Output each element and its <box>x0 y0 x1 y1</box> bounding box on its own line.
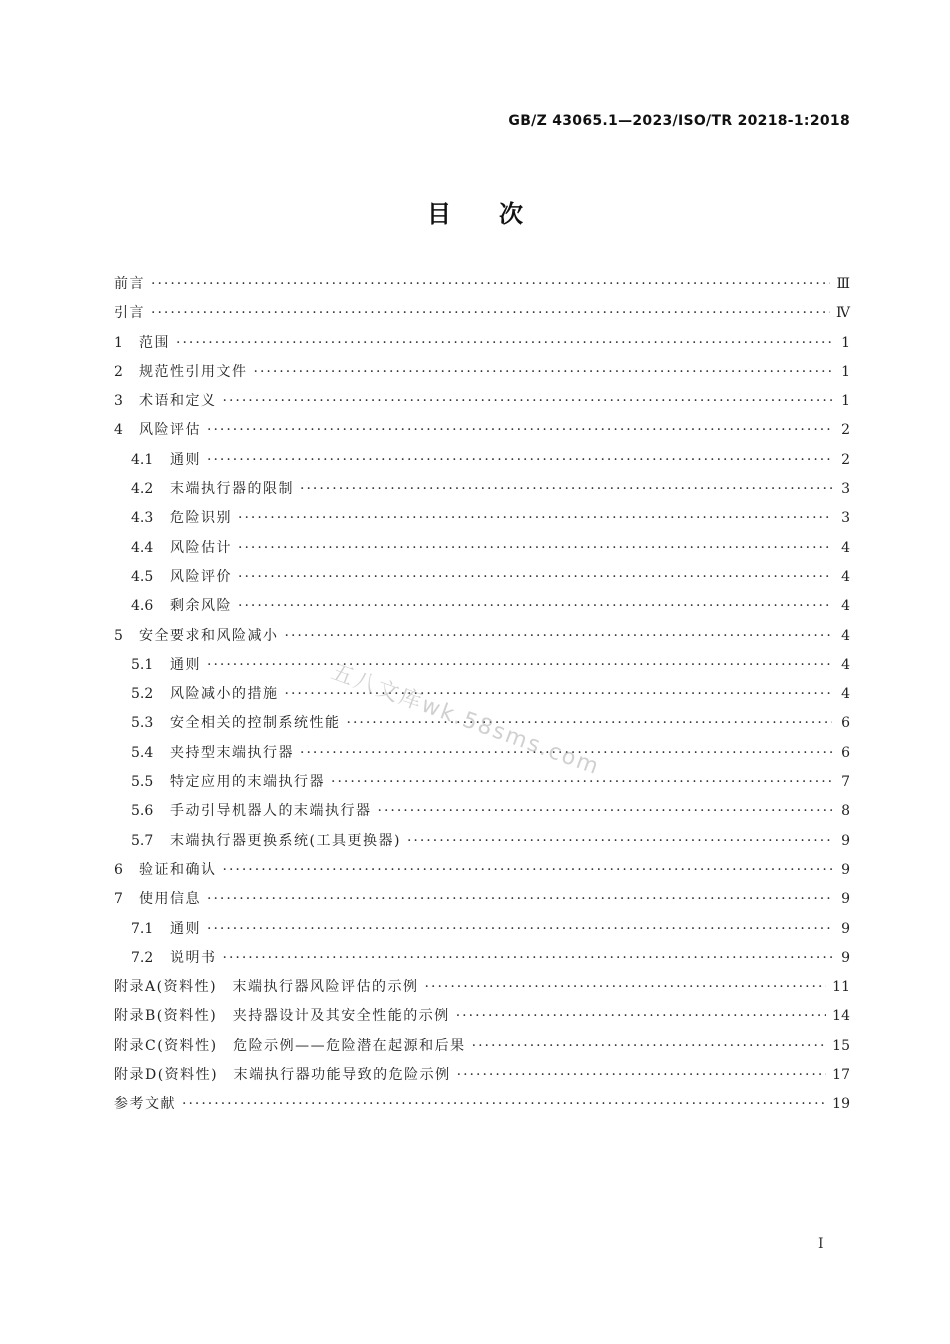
toc-entry[interactable] <box>114 270 850 299</box>
toc-entry-page: Ⅳ <box>836 305 850 322</box>
toc-entry[interactable] <box>114 1090 850 1119</box>
toc-entry[interactable] <box>114 299 850 328</box>
toc-entry-number: 4.5 <box>131 568 154 585</box>
toc-entry[interactable] <box>114 915 850 944</box>
toc-entry-page: 4 <box>841 627 850 644</box>
table-of-contents <box>114 270 850 1120</box>
toc-entry-page: 11 <box>832 979 850 996</box>
toc-entry-title: 附录B(资料性) 夹持器设计及其安全性能的示例 <box>114 1008 450 1025</box>
toc-entry-page: 4 <box>841 539 850 556</box>
toc-entry-title: 危险识别 <box>170 510 232 527</box>
toc-entry-page: 4 <box>841 686 850 703</box>
toc-entry-title: 通则 <box>170 451 201 468</box>
toc-entry-title: 通则 <box>170 656 201 673</box>
toc-entry-number: 2 <box>114 363 123 380</box>
toc-entry[interactable] <box>114 797 850 826</box>
toc-entry-number: 5.3 <box>131 715 154 732</box>
toc-leader-dots <box>238 504 832 533</box>
toc-entry-title: 规范性引用文件 <box>139 363 248 380</box>
toc-entry-number: 5.5 <box>131 774 154 791</box>
toc-entry[interactable] <box>114 387 850 416</box>
toc-entry[interactable] <box>114 534 850 563</box>
toc-entry-number: 7.2 <box>131 949 154 966</box>
toc-entry-title: 验证和确认 <box>139 861 217 878</box>
toc-entry-page: 14 <box>832 1008 850 1025</box>
toc-entry-page: 9 <box>841 920 850 937</box>
toc-leader-dots <box>285 622 833 651</box>
toc-leader-dots <box>223 856 833 885</box>
toc-entry-title: 末端执行器更换系统(工具更换器) <box>170 832 401 849</box>
toc-entry-title: 特定应用的末端执行器 <box>170 774 325 791</box>
toc-entry-page: 3 <box>841 510 850 527</box>
toc-leader-dots <box>223 944 833 973</box>
toc-entry-page: 8 <box>841 803 850 820</box>
toc-leader-dots <box>207 651 832 680</box>
toc-entry-number: 6 <box>114 861 123 878</box>
toc-entry-number: 7.1 <box>131 920 154 937</box>
toc-entry-title: 附录C(资料性) 危险示例——危险潜在起源和后果 <box>114 1037 466 1054</box>
toc-entry-title: 安全要求和风险减小 <box>139 627 279 644</box>
toc-leader-dots <box>472 1032 827 1061</box>
toc-entry-number: 4.1 <box>131 451 154 468</box>
toc-entry-number: 4.3 <box>131 510 154 527</box>
page-number: I <box>818 1236 824 1252</box>
toc-leader-dots <box>300 475 832 504</box>
toc-entry[interactable] <box>114 563 850 592</box>
toc-leader-dots <box>238 563 832 592</box>
toc-leader-dots <box>151 270 830 299</box>
toc-entry-page: 1 <box>841 334 850 351</box>
toc-leader-dots <box>151 299 830 328</box>
toc-entry-number: 5 <box>114 627 123 644</box>
toc-entry-page: 9 <box>841 861 850 878</box>
toc-entry-page: 4 <box>841 656 850 673</box>
toc-entry-title: 风险评价 <box>170 568 232 585</box>
toc-entry[interactable] <box>114 827 850 856</box>
toc-leader-dots <box>207 416 832 445</box>
toc-entry-number: 5.4 <box>131 744 154 761</box>
toc-entry-page: 9 <box>841 832 850 849</box>
toc-leader-dots <box>254 358 833 387</box>
toc-entry-title: 风险减小的措施 <box>170 686 279 703</box>
toc-entry-title: 范围 <box>139 334 170 351</box>
toc-entry-page: 2 <box>841 451 850 468</box>
toc-entry[interactable] <box>114 592 850 621</box>
toc-entry-page: 4 <box>841 568 850 585</box>
toc-leader-dots <box>182 1090 826 1119</box>
toc-entry[interactable] <box>114 446 850 475</box>
toc-entry-title: 风险估计 <box>170 539 232 556</box>
toc-entry[interactable] <box>114 768 850 797</box>
toc-entry[interactable] <box>114 329 850 358</box>
toc-entry-page: 17 <box>832 1067 850 1084</box>
toc-entry-number: 4.2 <box>131 481 154 498</box>
toc-leader-dots <box>238 534 832 563</box>
toc-entry[interactable] <box>114 1061 850 1090</box>
toc-entry-title: 夹持型末端执行器 <box>170 744 294 761</box>
toc-entry-number: 5.1 <box>131 656 154 673</box>
page-title: 目次 <box>427 200 571 228</box>
toc-entry-number: 4.4 <box>131 539 154 556</box>
toc-entry-title: 风险评估 <box>139 422 201 439</box>
toc-entry[interactable] <box>114 885 850 914</box>
standard-number: GB/Z 43065.1—2023/ISO/TR 20218-1:2018 <box>508 113 850 129</box>
watermark: 五八文库wk.58sms.com <box>327 659 604 781</box>
toc-entry-title: 前言 <box>114 276 145 292</box>
toc-entry[interactable] <box>114 856 850 885</box>
toc-entry[interactable] <box>114 651 850 680</box>
toc-entry-page: 1 <box>841 363 850 380</box>
toc-entry-title: 附录D(资料性) 末端执行器功能导致的危险示例 <box>114 1067 451 1084</box>
toc-leader-dots <box>407 827 832 856</box>
toc-entry-page: 6 <box>841 744 850 761</box>
toc-leader-dots <box>207 915 832 944</box>
toc-leader-dots <box>238 592 832 621</box>
toc-leader-dots <box>457 1061 827 1090</box>
toc-entry-title: 参考文献 <box>114 1096 176 1113</box>
toc-entry[interactable] <box>114 1002 850 1031</box>
toc-entry-number: 4 <box>114 422 123 439</box>
toc-entry[interactable] <box>114 944 850 973</box>
toc-entry-page: 1 <box>841 393 850 410</box>
toc-entry-number: 3 <box>114 393 123 410</box>
toc-entry-page: 2 <box>841 422 850 439</box>
toc-entry-title: 安全相关的控制系统性能 <box>170 715 341 732</box>
toc-entry[interactable] <box>114 358 850 387</box>
toc-entry-page: 9 <box>841 949 850 966</box>
toc-entry-title: 说明书 <box>170 949 217 966</box>
toc-entry[interactable] <box>114 680 850 709</box>
toc-entry[interactable] <box>114 622 850 651</box>
toc-entry[interactable] <box>114 739 850 768</box>
toc-entry-page: 19 <box>832 1096 850 1113</box>
toc-leader-dots <box>207 446 832 475</box>
toc-entry[interactable] <box>114 973 850 1002</box>
toc-entry[interactable] <box>114 416 850 445</box>
toc-entry-page: 4 <box>841 598 850 615</box>
toc-entry-title: 剩余风险 <box>170 598 232 615</box>
toc-entry-title: 引言 <box>114 305 145 322</box>
toc-entry[interactable] <box>114 1032 850 1061</box>
toc-entry-page: 6 <box>841 715 850 732</box>
toc-entry-number: 5.2 <box>131 686 154 703</box>
toc-entry-title: 使用信息 <box>139 891 201 908</box>
toc-entry-number: 4.6 <box>131 598 154 615</box>
toc-entry[interactable] <box>114 504 850 533</box>
toc-entry-title: 末端执行器的限制 <box>170 481 294 498</box>
toc-entry-title: 通则 <box>170 920 201 937</box>
toc-entry-title: 附录A(资料性) 末端执行器风险评估的示例 <box>114 979 419 996</box>
toc-entry-page: 15 <box>832 1037 850 1054</box>
toc-entry-number: 1 <box>114 334 123 351</box>
toc-entry-number: 5.7 <box>131 832 154 849</box>
toc-leader-dots <box>378 797 833 826</box>
toc-leader-dots <box>425 973 827 1002</box>
toc-leader-dots <box>207 885 832 914</box>
toc-entry-number: 7 <box>114 891 123 908</box>
toc-leader-dots <box>223 387 833 416</box>
toc-entry-page: 7 <box>841 774 850 791</box>
toc-leader-dots <box>456 1002 826 1031</box>
toc-entry-number: 5.6 <box>131 803 154 820</box>
toc-entry-page: Ⅲ <box>836 276 850 292</box>
toc-entry-title: 术语和定义 <box>139 393 217 410</box>
toc-leader-dots <box>176 329 832 358</box>
toc-entry[interactable] <box>114 475 850 504</box>
toc-entry-title: 手动引导机器人的末端执行器 <box>170 803 372 820</box>
toc-entry-page: 9 <box>841 891 850 908</box>
toc-entry-page: 3 <box>841 481 850 498</box>
